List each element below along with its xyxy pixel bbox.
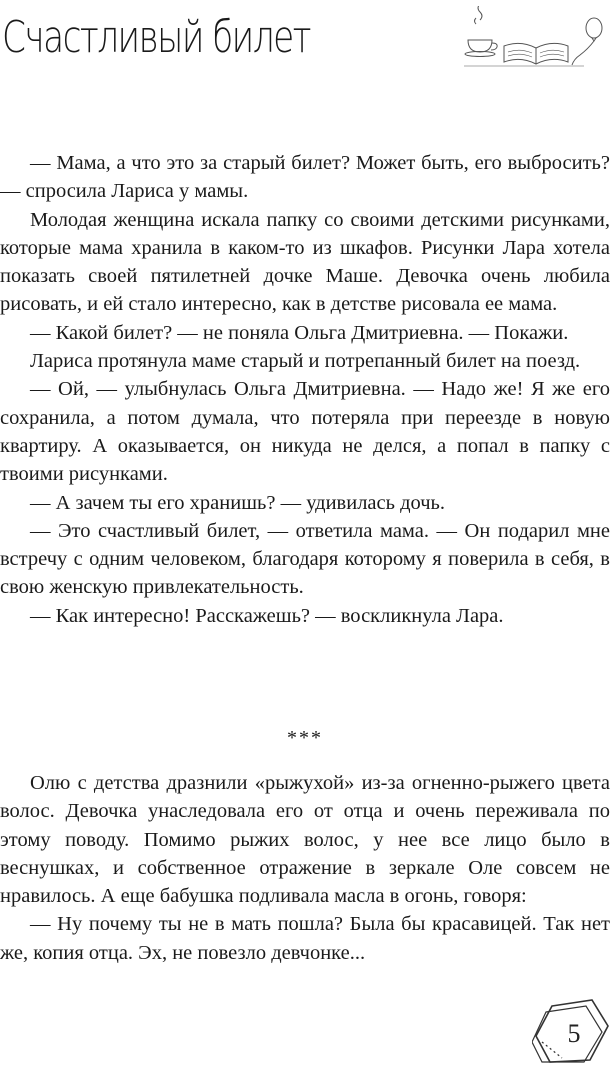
paragraph: — Ну почему ты не в мать пошла? Была бы красавицей. Так нет же, копия отца. Эх, не повезло девчонке... [0,913,610,964]
ticket-page-number-badge-icon [532,996,610,1066]
cup-book-candle-balloon-ornament-icon [462,6,610,76]
paragraph: Олю с детства дразнили «рыжухой» из-за огненно-рыжего цвета волос. Девочка унаследовала его от отца и очень переживала по этому поводу. Помимо рыжих волос, у нее все лицо было в веснушках, и собственное отражение в зеркале Оле совсем не нравилось. А еще бабушка подливала масла в огонь, говоря: [0,772,610,908]
section-1-text [0,149,610,630]
paragraph: Лариса протянула маме старый и потрепанный билет на поезд. [30,350,581,373]
section-separator: *** [287,727,323,749]
chapter-title: Счастливый билет [2,12,310,63]
page-number: 5 [567,1019,581,1048]
paragraph: — Ой, — улыбнулась Ольга Дмитриевна. — Надо же! Я же его сохранила, а потом думала, что потеряла при переезде в новую квартиру. А оказывается, он никуда не делся, а попал в папку с твоими рисунками. [0,378,610,486]
section-2-text [0,769,610,967]
paragraph: — Это счастливый билет, — ответила мама. — Он подарил мне встречу с одним человеком, благодаря которому я поверила в себя, в свою женскую привлекательность. [0,519,610,599]
paragraph: — Какой билет? — не поняла Ольга Дмитриевна. — Покажи. [30,321,569,344]
paragraph: — Мама, а что это за старый билет? Может быть, его выбросить? — спросила Лариса у мамы. [0,152,610,203]
paragraph: — Как интересно! Расскажешь? — воскликнула Лара. [30,604,504,627]
paragraph: — А зачем ты его хранишь? — удивилась дочь. [30,491,446,514]
paragraph: Молодая женщина искала папку со своими детскими рисунками, которые мама хранила в каком-то из шкафов. Рисунки Лара хотела показать своей пятилетней дочке Маше. Девочка очень любила рисовать, и ей стало интересно, как в детстве рисовала ее мама. [0,208,610,316]
